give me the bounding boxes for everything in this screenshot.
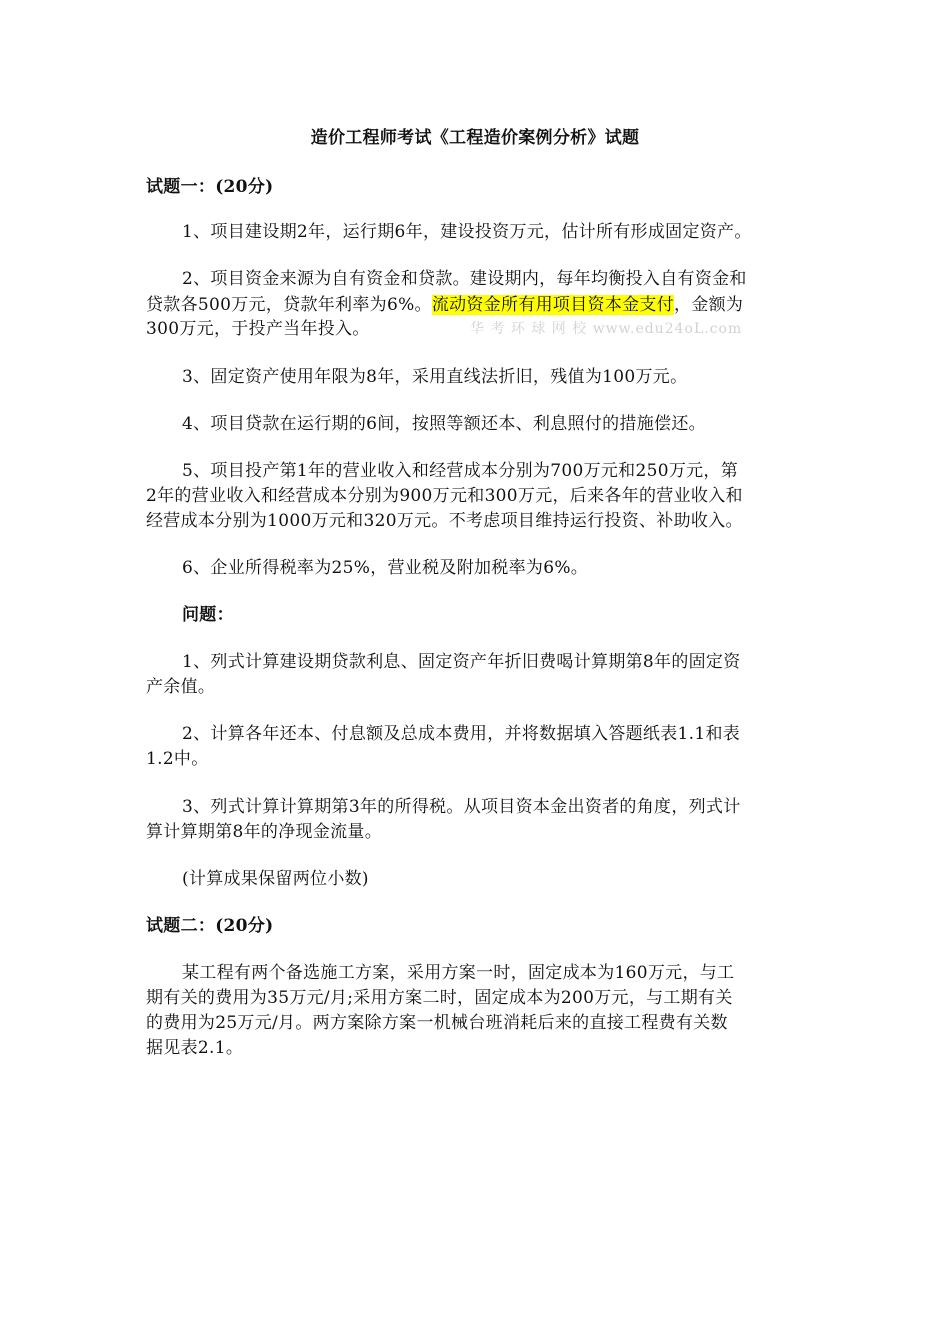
q1-item-5-line-1: 5、项目投产第1年的营业收入和经营成本分别为700万元和250万元，第 xyxy=(182,461,739,481)
document-title: 造价工程师考试《工程造价案例分析》试题 xyxy=(310,128,640,148)
q1-item-5-line-3: 经营成本分别为1000万元和320万元。不考虑项目维持运行投资、补助收入。 xyxy=(146,511,743,531)
q1-item-2-line-1: 2、项目资金来源为自有资金和贷款。建设期内，每年均衡投入自有资金和 xyxy=(182,269,747,289)
question-1-line-1: 1、列式计算建设期贷款利息、固定资产年折旧费喝计算期第8年的固定资 xyxy=(182,652,741,672)
q1-item-2-text-post: ，金额为 xyxy=(674,295,744,315)
q2-paragraph-line-2: 期有关的费用为35万元/月;采用方案二时，固定成本为200万元，与工期有关 xyxy=(146,988,733,1008)
q1-item-2-line-3: 300万元，于投产当年投入。 xyxy=(146,319,370,339)
q1-item-6: 6、企业所得税率为25%，营业税及附加税率为6%。 xyxy=(182,558,589,578)
q1-item-2-line-2 xyxy=(146,294,743,316)
q2-paragraph-line-3: 的费用为25万元/月。两方案除方案一机械台班消耗后来的直接工程费有关数 xyxy=(146,1013,728,1033)
questions-label: 问题： xyxy=(182,605,234,625)
q2-heading: 试题二：(20分) xyxy=(146,916,274,936)
watermark: 华 考 环 球 网 校 www.edu24oL.com xyxy=(470,321,743,337)
calculation-note: (计算成果保留两位小数) xyxy=(182,869,369,889)
question-1-line-2: 产余值。 xyxy=(146,677,216,697)
question-3-line-1: 3、列式计算计算期第3年的所得税。从项目资本金出资者的角度，列式计 xyxy=(182,797,741,817)
q1-item-1: 1、项目建设期2年，运行期6年，建设投资万元，估计所有形成固定资产。 xyxy=(182,222,752,242)
q1-item-3: 3、固定资产使用年限为8年，采用直线法折旧，残值为100万元。 xyxy=(182,367,688,387)
question-3-line-2: 算计算期第8年的净现金流量。 xyxy=(146,822,383,842)
highlighted-text: 流动资金所有用项目资本金支付 xyxy=(431,295,675,315)
q1-heading: 试题一：(20分) xyxy=(146,177,274,197)
q1-item-4: 4、项目贷款在运行期的6间，按照等额还本、利息照付的措施偿还。 xyxy=(182,414,706,434)
q1-item-2-text-pre: 贷款各500万元，贷款年利率为6%。 xyxy=(146,295,432,315)
q2-paragraph-line-4: 据见表2.1。 xyxy=(146,1038,244,1058)
question-2-line-1: 2、计算各年还本、付息额及总成本费用，并将数据填入答题纸表1.1和表 xyxy=(182,724,741,744)
q2-paragraph-line-1: 某工程有两个备选施工方案，采用方案一时，固定成本为160万元，与工 xyxy=(182,963,735,983)
question-2-line-2: 1.2中。 xyxy=(146,749,209,769)
q1-item-5-line-2: 2年的营业收入和经营成本分别为900万元和300万元，后来各年的营业收入和 xyxy=(146,486,743,506)
